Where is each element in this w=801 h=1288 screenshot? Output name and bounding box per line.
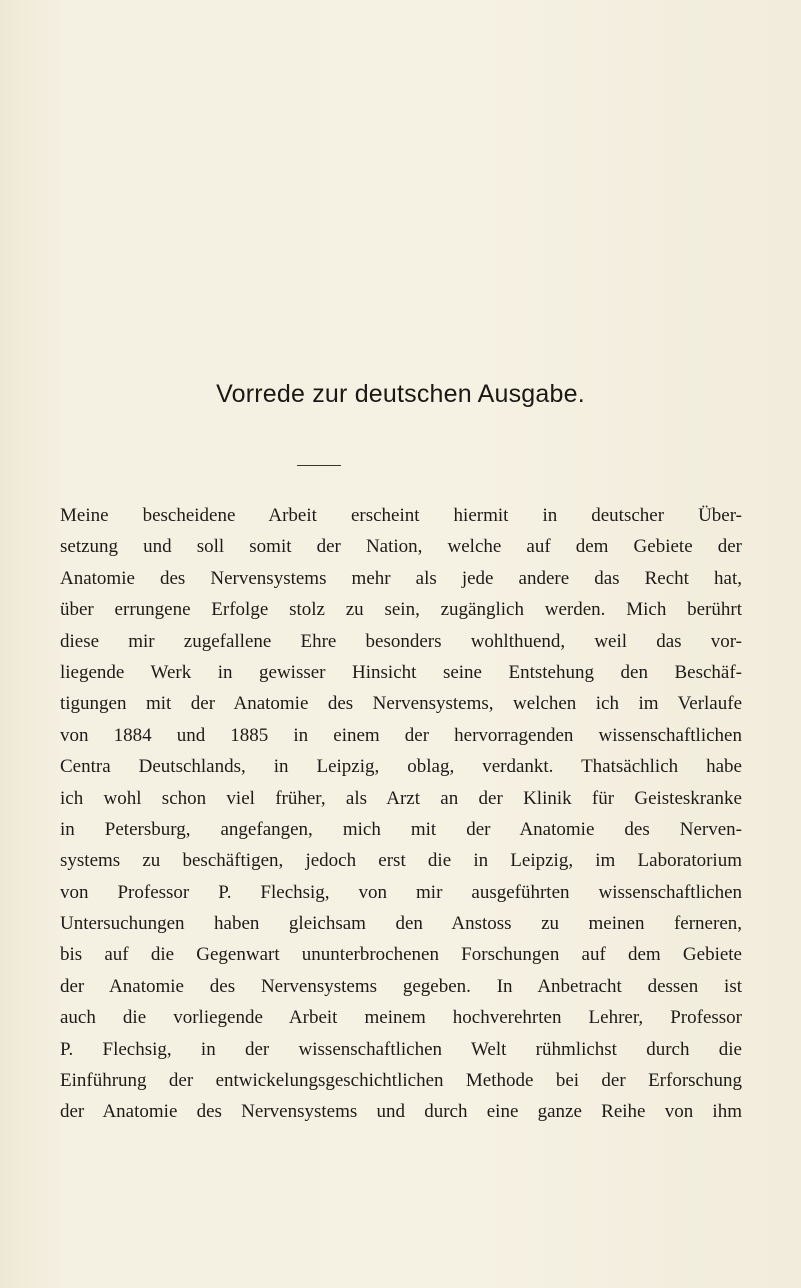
text-line: Centra Deutschlands, in Leipzig, oblag, verdankt. Thatsächlich habe	[60, 756, 742, 778]
text-line: auch die vorliegende Arbeit meinem hochverehrten Lehrer, Professor	[60, 1007, 742, 1029]
text-line: Einführung der entwickelungsgeschichtlichen Methode bei der Erforschung	[60, 1070, 742, 1092]
text-line: von Professor P. Flechsig, von mir ausgeführten wissenschaftlichen	[60, 881, 742, 903]
text-line: der Anatomie des Nervensystems und durch eine ganze Reihe von ihm	[60, 1101, 742, 1123]
text-line: diese mir zugefallene Ehre besonders wohlthuend, weil das vor-	[60, 630, 742, 652]
page-title: Vorrede zur deutschen Ausgabe.	[216, 380, 585, 408]
text-line: ich wohl schon viel früher, als Arzt an der Klinik für Geisteskranke	[60, 787, 742, 809]
text-line: systems zu beschäftigen, jedoch erst die in Leipzig, im Laboratorium	[60, 850, 742, 872]
text-line: bis auf die Gegenwart ununterbrochenen Forschungen auf dem Gebiete	[60, 944, 742, 966]
preface-paragraph	[60, 500, 742, 1128]
text-line: tigungen mit der Anatomie des Nervensystems, welchen ich im Verlaufe	[60, 693, 742, 715]
text-line: der Anatomie des Nervensystems gegeben. In Anbetracht dessen ist	[60, 975, 742, 997]
text-line: Anatomie des Nervensystems mehr als jede andere das Recht hat,	[60, 567, 742, 589]
text-line: P. Flechsig, in der wissenschaftlichen Welt rühmlichst durch die	[60, 1038, 742, 1060]
text-line: in Petersburg, angefangen, mich mit der Anatomie des Nerven-	[60, 818, 742, 840]
text-line: liegende Werk in gewisser Hinsicht seine Entstehung den Beschäf-	[60, 661, 742, 683]
text-line: über errungene Erfolge stolz zu sein, zugänglich werden. Mich berührt	[60, 599, 742, 621]
title-divider	[297, 465, 341, 466]
text-line: setzung und soll somit der Nation, welche auf dem Gebiete der	[60, 536, 742, 558]
text-line: Meine bescheidene Arbeit erscheint hiermit in deutscher Über-	[60, 505, 742, 526]
text-line: Untersuchungen haben gleichsam den Anstoss zu meinen ferneren,	[60, 913, 742, 935]
text-line: von 1884 und 1885 in einem der hervorragenden wissenschaftlichen	[60, 724, 742, 746]
